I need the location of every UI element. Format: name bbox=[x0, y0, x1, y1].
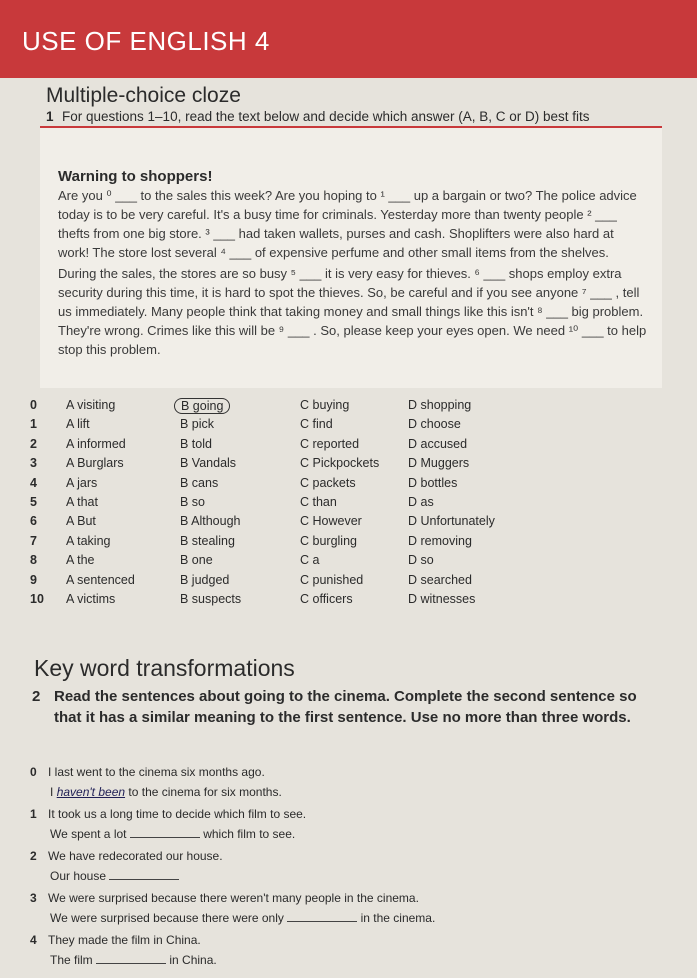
option-d[interactable]: D shopping bbox=[408, 398, 472, 412]
option-a[interactable]: A sentenced bbox=[66, 572, 135, 587]
option-c[interactable]: C Pickpockets bbox=[300, 456, 380, 471]
option-row bbox=[30, 476, 670, 495]
rewrite-end: which film to see. bbox=[203, 827, 296, 841]
option-row bbox=[30, 495, 670, 514]
option-a[interactable]: A jars bbox=[66, 475, 98, 490]
option-b[interactable]: B Vandals bbox=[180, 456, 237, 471]
rewrite-start: Our house bbox=[50, 869, 107, 883]
option-a[interactable]: A visiting bbox=[66, 398, 116, 412]
option-c[interactable]: C buying bbox=[300, 398, 350, 412]
option-row bbox=[30, 437, 670, 456]
rewrite-sentence bbox=[50, 785, 282, 799]
answer-gap[interactable] bbox=[130, 837, 200, 838]
original-sentence: They made the film in China. bbox=[48, 933, 201, 947]
option-b[interactable]: B cans bbox=[180, 475, 219, 490]
rewrite-start: We were surprised because there were only bbox=[50, 911, 284, 925]
rewrite-end: to the cinema for six months. bbox=[128, 785, 282, 799]
transformation-item bbox=[30, 933, 650, 975]
option-row bbox=[30, 417, 670, 436]
text-paragraph: Are you ⁰ ___ to the sales this week? Are you hoping to ¹ ___ up a bargain or two? The police advice today is to be very careful. It's a busy time for criminals. Yesterday more than twenty people ² ___ thefts from one big store. ³ ___ had taken wallets, purses and cash. Shoplifters were also hard at work! The store lost several ⁴ ___ of expensive perfume and other small items from the shelves. bbox=[58, 188, 637, 260]
option-row bbox=[30, 398, 670, 417]
instruction-2 bbox=[32, 686, 654, 728]
option-c[interactable]: C a bbox=[300, 553, 320, 568]
option-d[interactable]: D bottles bbox=[408, 475, 458, 490]
rewrite-sentence bbox=[50, 827, 295, 841]
rewrite-start: We spent a lot bbox=[50, 827, 127, 841]
option-row bbox=[30, 534, 670, 553]
question-number: 2 bbox=[32, 688, 41, 705]
reading-text-box bbox=[40, 126, 662, 388]
answer-gap[interactable] bbox=[287, 921, 357, 922]
rewrite-start: I bbox=[50, 785, 54, 799]
text-title: Warning to shoppers! bbox=[58, 168, 213, 185]
option-c[interactable]: C However bbox=[300, 514, 362, 529]
option-d[interactable]: D as bbox=[408, 494, 434, 509]
option-a[interactable]: A But bbox=[66, 514, 96, 529]
option-c[interactable]: C packets bbox=[300, 475, 356, 490]
option-d[interactable]: D Unfortunately bbox=[408, 514, 495, 529]
original-sentence: We have redecorated our house. bbox=[48, 849, 223, 863]
original-sentence: We were surprised because there weren't many people in the cinema. bbox=[48, 891, 419, 905]
rewrite-end: in China. bbox=[169, 953, 217, 967]
option-row bbox=[30, 456, 670, 475]
option-row bbox=[30, 592, 670, 611]
option-d[interactable]: D accused bbox=[408, 436, 468, 451]
option-b[interactable]: B suspects bbox=[180, 591, 242, 606]
option-d[interactable]: D witnesses bbox=[408, 591, 476, 606]
option-a[interactable]: A lift bbox=[66, 417, 90, 432]
item-number: 2 bbox=[30, 849, 37, 863]
option-d[interactable]: D Muggers bbox=[408, 456, 470, 471]
option-number: 1 bbox=[30, 417, 37, 432]
section-title-key-word: Key word transformations bbox=[34, 655, 295, 681]
option-b[interactable]: B pick bbox=[180, 417, 215, 432]
answer-options-list bbox=[30, 398, 670, 611]
question-number: 1 bbox=[46, 109, 54, 124]
option-number: 8 bbox=[30, 553, 37, 568]
option-number: 4 bbox=[30, 475, 37, 490]
option-row bbox=[30, 514, 670, 533]
item-number: 0 bbox=[30, 765, 37, 779]
option-number: 0 bbox=[30, 398, 37, 412]
option-c[interactable]: C than bbox=[300, 494, 337, 509]
option-a[interactable]: A that bbox=[66, 494, 98, 509]
original-sentence: I last went to the cinema six months ago. bbox=[48, 765, 265, 779]
option-number: 3 bbox=[30, 456, 37, 471]
option-d[interactable]: D removing bbox=[408, 533, 472, 548]
transformation-item bbox=[30, 765, 650, 807]
option-number: 2 bbox=[30, 436, 37, 451]
option-b[interactable]: B stealing bbox=[180, 533, 235, 548]
option-b[interactable]: B judged bbox=[180, 572, 230, 587]
transformation-item bbox=[30, 849, 650, 891]
option-number: 10 bbox=[30, 591, 44, 606]
option-c[interactable]: C officers bbox=[300, 591, 353, 606]
option-row bbox=[30, 573, 670, 592]
instruction-text: Read the sentences about going to the cinema. Complete the second sentence so that it has a similar meaning to the first sentence. Use no more than three words. bbox=[54, 688, 637, 726]
option-row bbox=[30, 553, 670, 572]
rewrite-sentence bbox=[50, 869, 179, 883]
answer-gap[interactable] bbox=[96, 963, 166, 964]
rewrite-sentence bbox=[50, 953, 217, 967]
rewrite-sentence bbox=[50, 911, 435, 925]
original-sentence: It took us a long time to decide which film to see. bbox=[48, 807, 307, 821]
option-number: 7 bbox=[30, 533, 37, 548]
item-number: 1 bbox=[30, 807, 37, 821]
option-d[interactable]: D so bbox=[408, 553, 434, 568]
option-a[interactable]: A the bbox=[66, 553, 95, 568]
transformation-list bbox=[30, 765, 650, 975]
page-title: USE OF ENGLISH 4 bbox=[22, 26, 270, 56]
option-b[interactable]: B so bbox=[180, 494, 206, 509]
option-c[interactable]: C find bbox=[300, 417, 333, 432]
item-number: 3 bbox=[30, 891, 37, 905]
section-title-multiple-choice: Multiple-choice cloze bbox=[46, 84, 241, 107]
option-number: 6 bbox=[30, 514, 37, 529]
option-c[interactable]: C burgling bbox=[300, 533, 357, 548]
rewrite-start: The film bbox=[50, 953, 93, 967]
option-b[interactable]: B one bbox=[180, 553, 213, 568]
option-b[interactable]: B Although bbox=[180, 514, 241, 529]
handwritten-answer: haven't been bbox=[56, 785, 126, 799]
transformation-item bbox=[30, 891, 650, 933]
option-a[interactable]: A taking bbox=[66, 533, 111, 548]
option-number: 9 bbox=[30, 572, 37, 587]
option-number: 5 bbox=[30, 494, 37, 509]
option-a[interactable]: A informed bbox=[66, 436, 126, 451]
rewrite-end: in the cinema. bbox=[360, 911, 436, 925]
answer-gap[interactable] bbox=[109, 879, 179, 880]
text-paragraph: During the sales, the stores are so busy ⁵ ___ it is very easy for thieves. ⁶ ___ shops employ extra security during this time, it is hard to spot the thieves. So, be careful and if you see anyone ⁷ ___ , tell us immediately. Many people think that taking money and small things like this isn't ⁸ ___ big problem. They're wrong. Crimes like this will be ⁹ ___ . So, please keep your eyes open. We need ¹⁰ ___ to help stop this problem. bbox=[58, 266, 647, 357]
header-banner bbox=[0, 0, 697, 78]
option-b[interactable]: B told bbox=[180, 436, 212, 451]
item-number: 4 bbox=[30, 933, 37, 947]
option-c[interactable]: C reported bbox=[300, 436, 360, 451]
option-b-circled[interactable]: B going bbox=[174, 398, 230, 414]
option-d[interactable]: D choose bbox=[408, 417, 461, 432]
option-d[interactable]: D searched bbox=[408, 572, 472, 587]
transformation-item bbox=[30, 807, 650, 849]
instruction-text: For questions 1–10, read the text below and decide which answer (A, B, C or D) best fits bbox=[62, 109, 590, 124]
option-a[interactable]: A victims bbox=[66, 591, 116, 606]
option-c[interactable]: C punished bbox=[300, 572, 364, 587]
option-a[interactable]: A Burglars bbox=[66, 456, 124, 471]
